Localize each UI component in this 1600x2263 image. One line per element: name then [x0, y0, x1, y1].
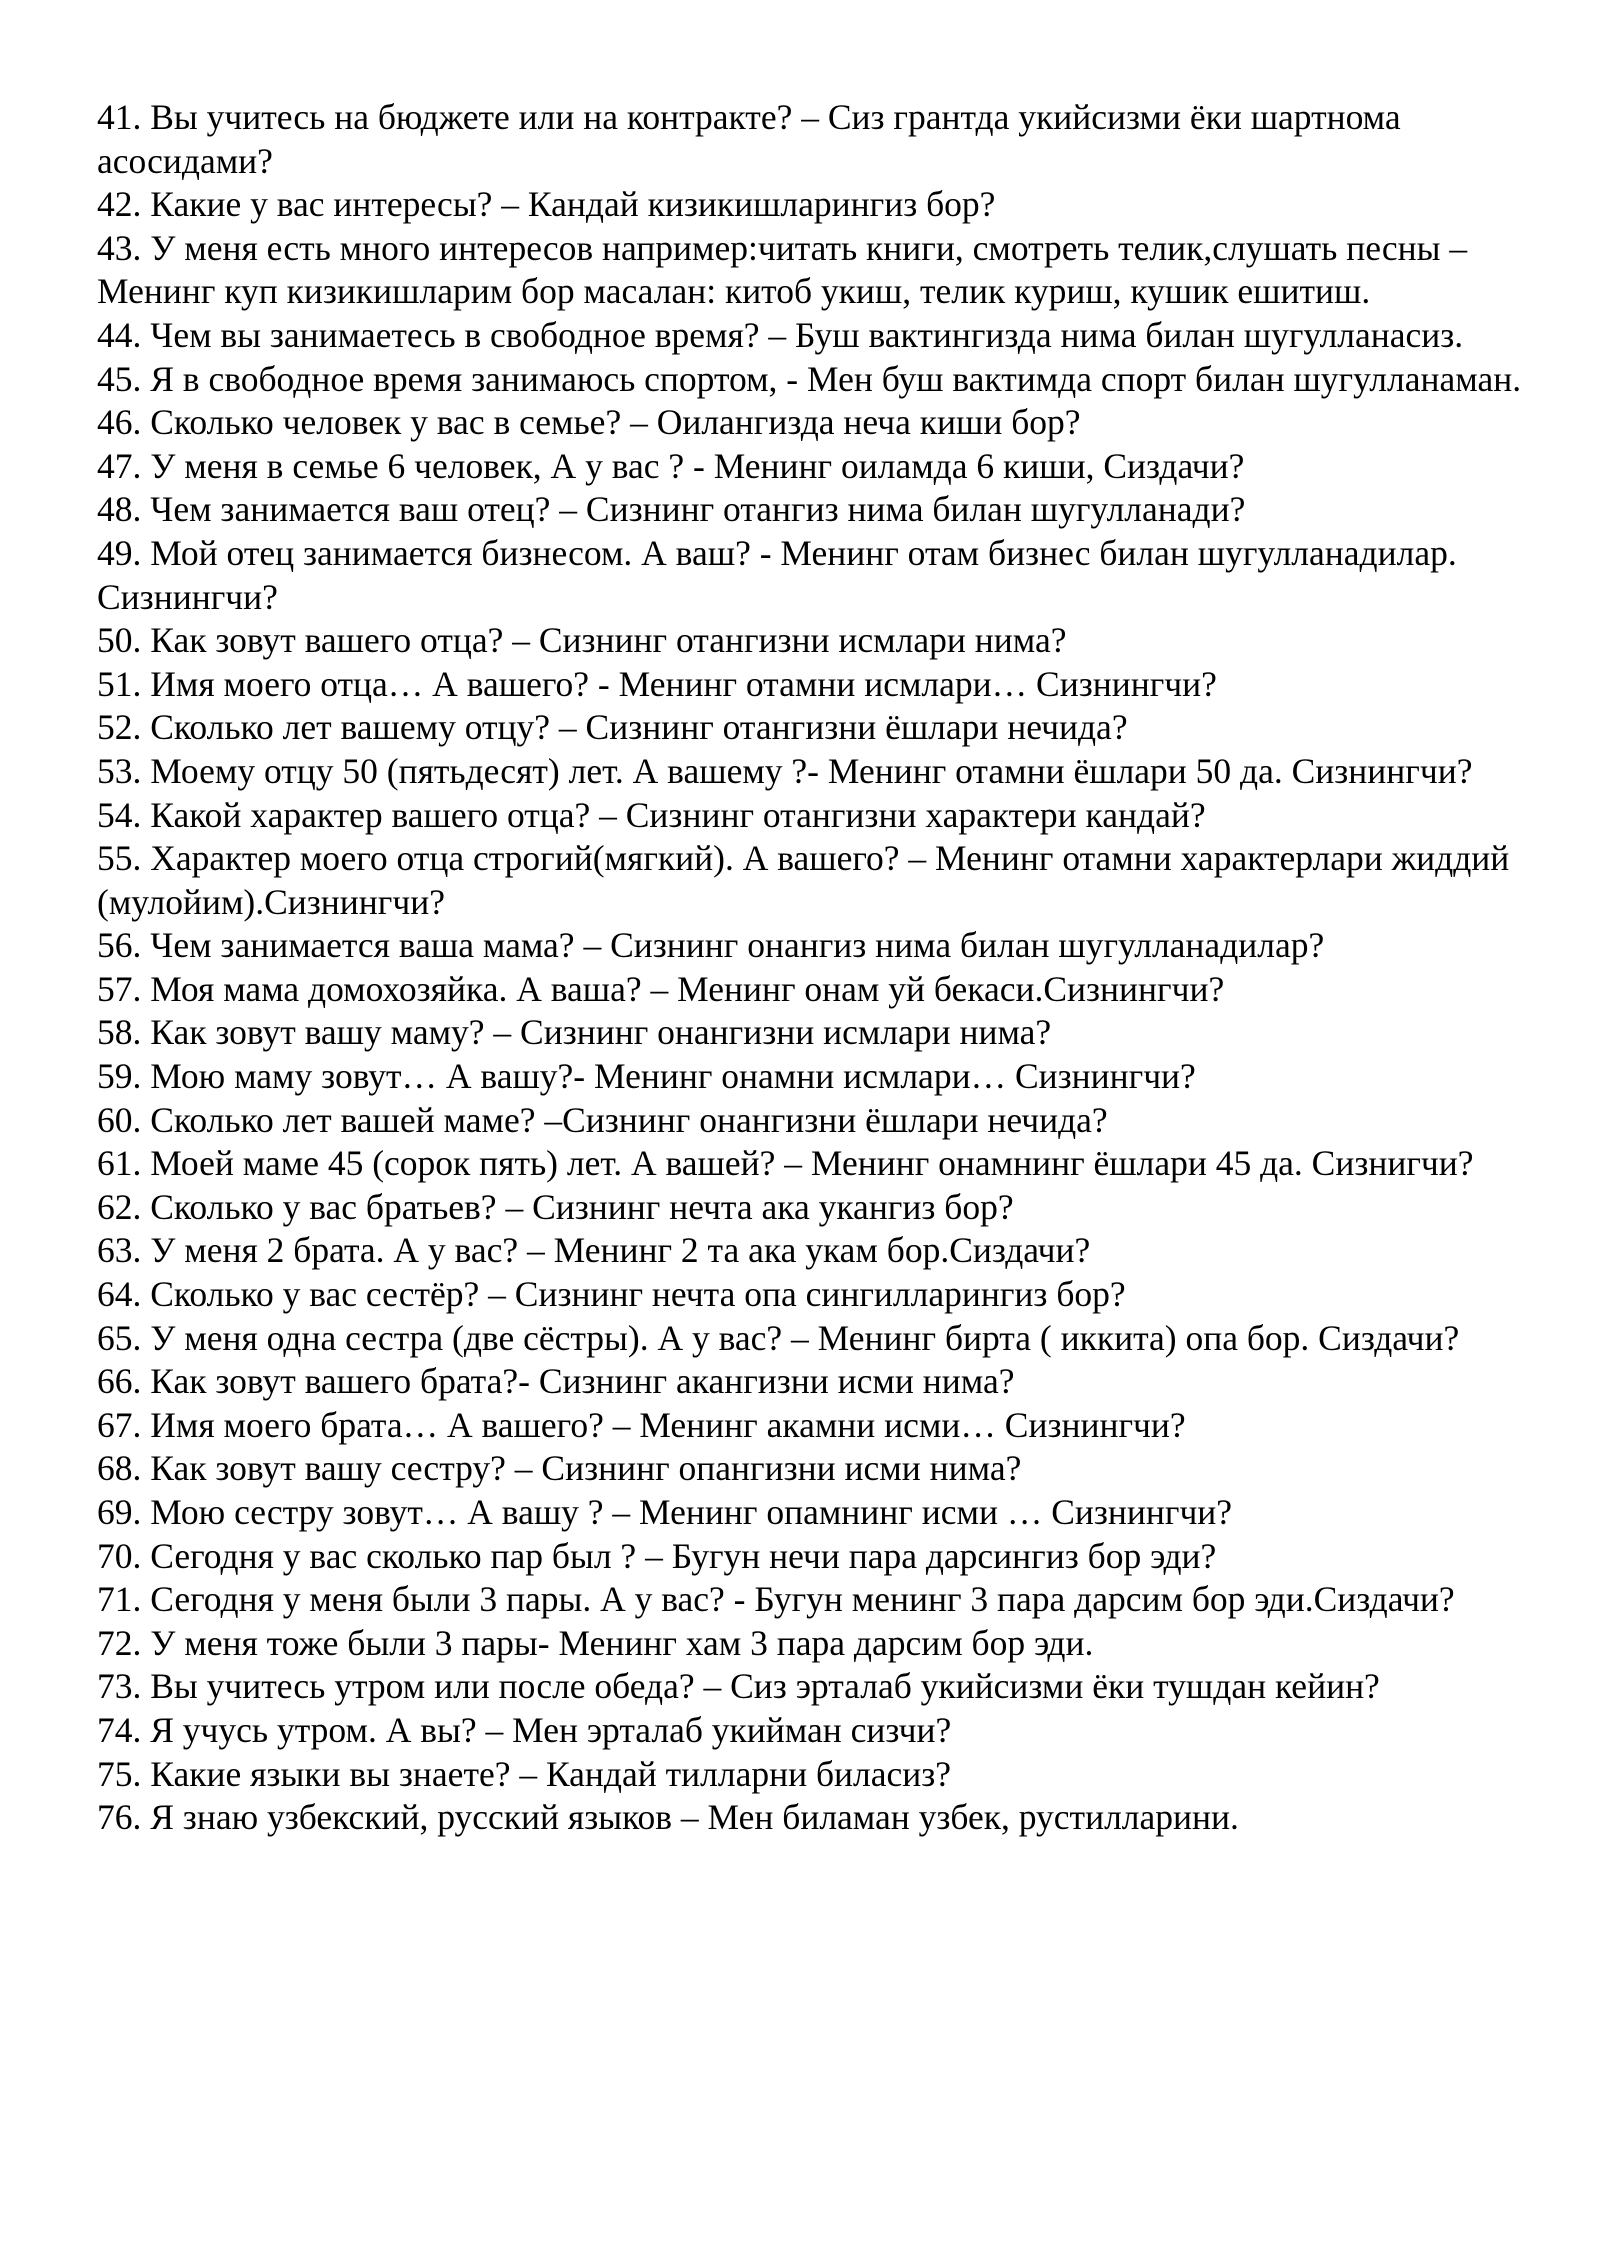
dialogue-line-44: 44. Чем вы занимаетесь в свободное время? – Буш вактингизда нима билан шугулланасиз.	[97, 314, 1464, 355]
dialogue-line-61: 61. Моей маме 45 (сорок пять) лет. А вашей? – Менинг онамнинг ёшлари 45 да. Сизнигчи?	[97, 1143, 1474, 1184]
dialogue-line-50: 50. Как зовут вашего отца? – Сизнинг отангизни исмлари нима?	[97, 620, 1067, 661]
dialogue-line-51: 51. Имя моего отца… А вашего? - Менинг отамни исмлари… Сизнингчи?	[97, 663, 1217, 704]
dialogue-line-45: 45. Я в свободное время занимаюсь спортом, - Мен буш вактимда спорт билан шугулланаман.	[97, 358, 1522, 399]
dialogue-line-62: 62. Сколько у вас братьев? – Сизнинг нечта ака укангиз бор?	[97, 1186, 1014, 1227]
dialogue-line-52: 52. Сколько лет вашему отцу? – Сизнинг отангизни ёшлари нечида?	[97, 707, 1128, 748]
dialogue-line-76: 76. Я знаю узбекский, русский языков – Мен биламан узбек, рустилларини.	[97, 1797, 1239, 1838]
dialogue-line-67: 67. Имя моего брата… А вашего? – Менинг акамни исми… Сизнингчи?	[97, 1404, 1186, 1445]
dialogue-line-47: 47. У меня в семье 6 человек, А у вас ? - Менинг оиламда 6 киши, Сиздачи?	[97, 445, 1245, 486]
dialogue-line-48: 48. Чем занимается ваш отец? – Сизнинг отангиз нима билан шугулланади?	[97, 489, 1246, 530]
dialogue-line-64: 64. Сколько у вас сестёр? – Сизнинг нечта опа сингилларингиз бор?	[97, 1274, 1126, 1315]
dialogue-line-46: 46. Сколько человек у вас в семье? – Оилангизда неча киши бор?	[97, 402, 1081, 443]
dialogue-line-66: 66. Как зовут вашего брата?- Сизнинг акангизни исми нима?	[97, 1361, 1015, 1402]
dialogue-line-57: 57. Моя мама домохозяйка. А ваша? – Менинг онам уй бекаси.Сизнингчи?	[97, 968, 1225, 1009]
dialogue-line-73: 73. Вы учитесь утром или после обеда? – Сиз эрталаб укийсизми ёки тушдан кейин?	[97, 1666, 1380, 1707]
dialogue-line-58: 58. Как зовут вашу маму? – Сизнинг онангизни исмлари нима?	[97, 1012, 1052, 1053]
dialogue-line-41: 41. Вы учитесь на бюджете или на контракте? – Сиз грантда укийсизми ёки шартнома асосидами?	[97, 97, 1401, 181]
dialogue-line-71: 71. Сегодня у меня были 3 пары. А у вас? - Бугун менинг 3 пара дарсим бор эди.Сиздачи?	[97, 1579, 1455, 1620]
dialogue-line-59: 59. Мою маму зовут… А вашу?- Менинг онамни исмлари… Сизнингчи?	[97, 1056, 1196, 1097]
dialogue-line-55: 55. Характер моего отца строгий(мягкий). А вашего? – Менинг отамни характерлари жиддий (мулойим).Сизнингчи?	[97, 838, 1510, 922]
dialogue-line-70: 70. Сегодня у вас сколько пар был ? – Бугун нечи пара дарсингиз бор эди?	[97, 1535, 1217, 1576]
dialogue-line-53: 53. Моему отцу 50 (пятьдесят) лет. А вашему ?- Менинг отамни ёшлари 50 да. Сизнингчи?	[97, 750, 1473, 791]
dialogue-line-69: 69. Мою сестру зовут… А вашу ? – Менинг опамнинг исми … Сизнингчи?	[97, 1492, 1233, 1532]
dialogue-line-68: 68. Как зовут вашу сестру? – Сизнинг опангизни исми нима?	[97, 1448, 1022, 1489]
dialogue-line-63: 63. У меня 2 брата. А у вас? – Менинг 2 та ака укам бор.Сиздачи?	[97, 1230, 1091, 1271]
dialogue-line-43: 43. У меня есть много интересов например:читать книги, смотреть телик,слушать песны – Менинг куп кизикишларим бор масалан: китоб укиш, телик куриш, кушик ешитиш.	[97, 227, 1468, 312]
dialogue-line-75: 75. Какие языки вы знаете? – Кандай тилларни биласиз?	[97, 1753, 952, 1794]
dialogue-line-72: 72. У меня тоже были 3 пары- Менинг хам 3 пара дарсим бор эди.	[97, 1622, 1094, 1663]
document-page	[97, 96, 1537, 1840]
dialogue-line-56: 56. Чем занимается ваша мама? – Сизнинг онангиз нима билан шугулланадилар?	[97, 925, 1325, 966]
dialogue-line-42: 42. Какие у вас интересы? – Кандай кизикишларингиз бор?	[97, 184, 996, 225]
dialogue-line-49: 49. Мой отец занимается бизнесом. А ваш? - Менинг отам бизнес билан шугулланадилар. Сизнингчи?	[97, 532, 1457, 617]
dialogue-line-60: 60. Сколько лет вашей маме? –Сизнинг онангизни ёшлари нечида?	[97, 1099, 1108, 1140]
dialogue-line-74: 74. Я учусь утром. А вы? – Мен эрталаб укийман сизчи?	[97, 1709, 952, 1750]
dialogue-line-54: 54. Какой характер вашего отца? – Сизнинг отангизни характери кандай?	[97, 794, 1206, 835]
dialogue-line-65: 65. У меня одна сестра (две сёстры). А у вас? – Менинг бирта ( иккита) опа бор. Сиздачи?	[97, 1317, 1460, 1358]
